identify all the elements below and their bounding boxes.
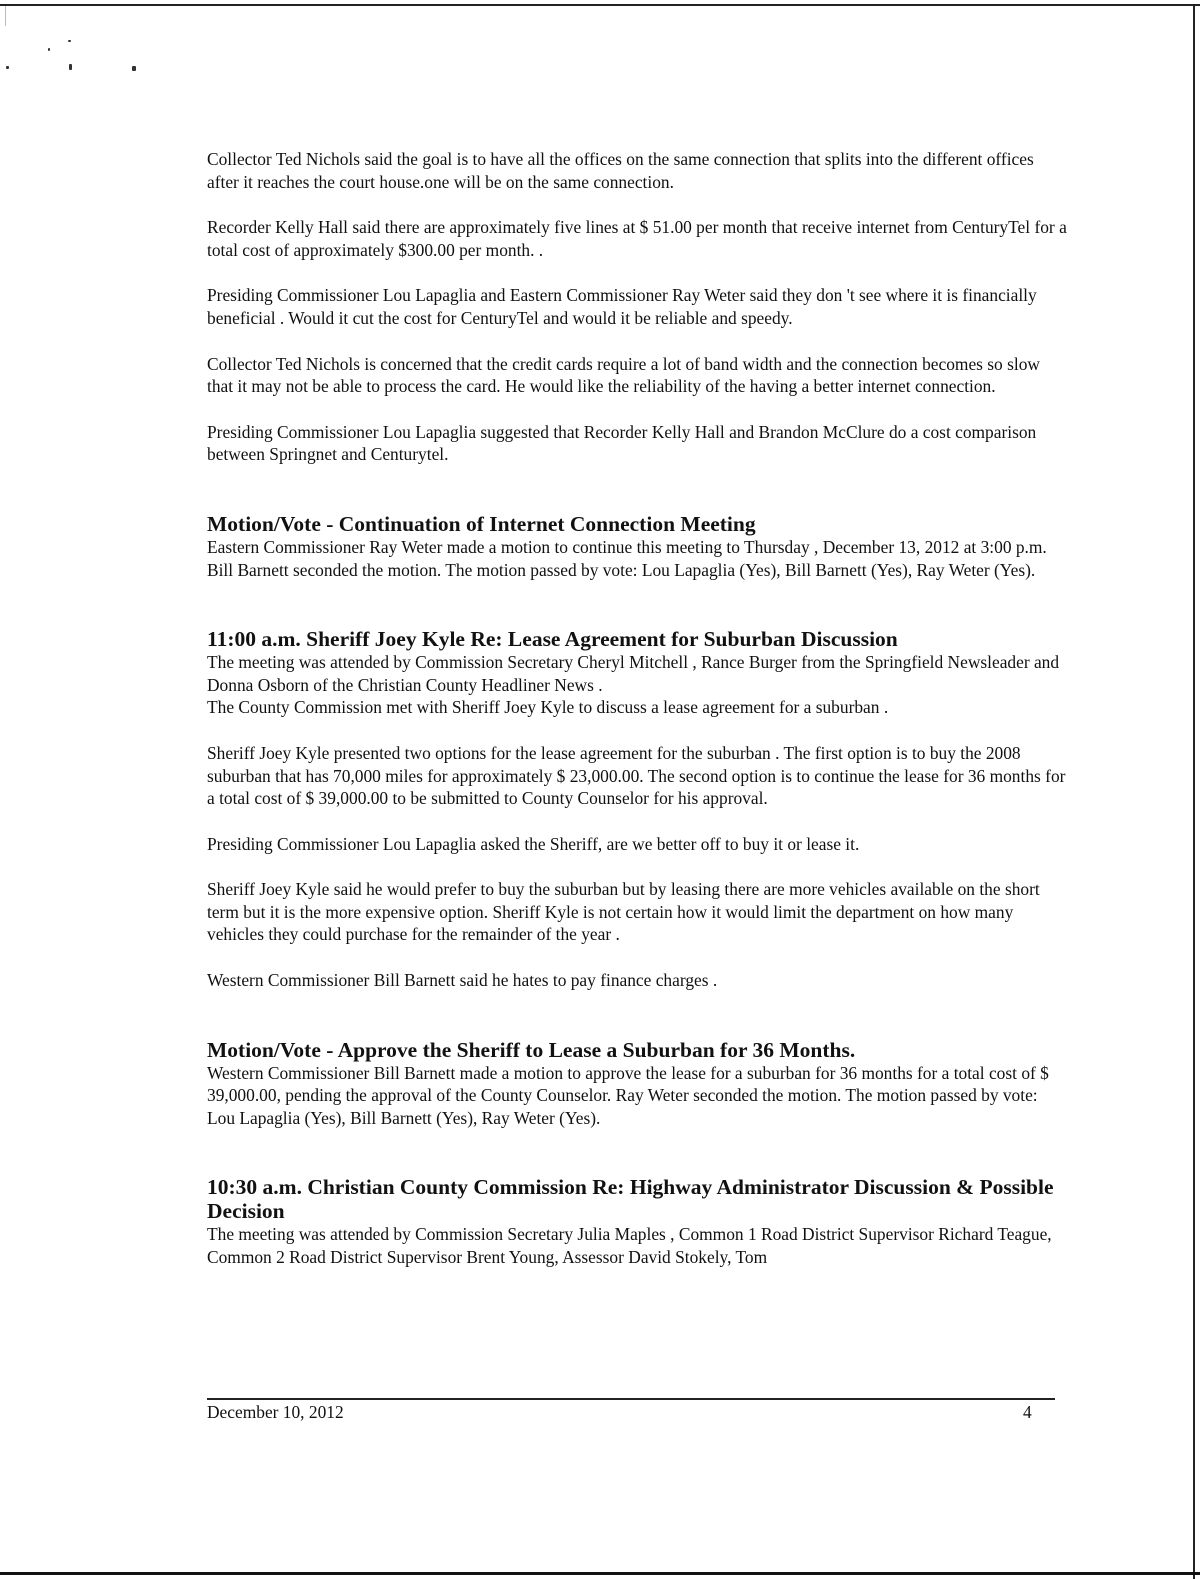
document-body xyxy=(207,148,1067,1269)
section-gap xyxy=(207,604,1067,627)
scan-border-bottom xyxy=(0,1572,1200,1575)
paragraph: The meeting was attended by Commission Secretary Julia Maples , Common 1 Road District Supervisor Richard Teague, Common 2 Road District Supervisor Brent Young, Assessor David Stokely, Tom xyxy=(207,1224,1052,1268)
section-gap xyxy=(207,1015,1067,1038)
paragraph: Western Commissioner Bill Barnett made a motion to approve the lease for a suburban for 36 months for a total cost of $ 39,000.00, pending the approval of the County Counselor. Ray Weter seconded the motion. The motion passed by vote: Lou Lapaglia (Yes), Bill Barnett (Yes), Ray Weter (Yes). xyxy=(207,1062,1049,1128)
paragraph: Presiding Commissioner Lou Lapaglia asked the Sheriff, are we better off to buy it or lease it. xyxy=(207,833,860,854)
scan-border-top xyxy=(0,4,1200,6)
paragraph: The County Commission met with Sheriff Joey Kyle to discuss a lease agreement for a suburban . xyxy=(207,697,889,718)
paragraph: Collector Ted Nichols said the goal is to have all the offices on the same connection that splits into the different offices after it reaches the court house.one will be on the same connection. xyxy=(207,149,1034,192)
scan-speck xyxy=(132,66,136,71)
paragraph: Presiding Commissioner Lou Lapaglia and Eastern Commissioner Ray Weter said they don 't see where it is financially beneficial . Would it cut the cost for CenturyTel and would it be reliable and speedy. xyxy=(207,285,1037,328)
paragraph: Eastern Commissioner Ray Weter made a motion to continue this meeting to Thursday , December 13, 2012 at 3:00 p.m. xyxy=(207,536,1047,557)
scan-speck xyxy=(69,64,72,70)
section-heading: 10:30 a.m. Christian County Commission Re: Highway Administrator Discussion & Possible Decision xyxy=(207,1175,1054,1224)
scan-speck xyxy=(48,48,50,51)
footer-rule xyxy=(207,1398,1055,1400)
scan-speck xyxy=(6,66,9,69)
paragraph: Sheriff Joey Kyle presented two options for the lease agreement for the suburban . The first option is to buy the 2008 suburban that has 70,000 miles for approximately $ 23,000.00. The second option is to continue the lease for 36 months for a total cost of $ 39,000.00 to be submitted to County Counselor for his approval. xyxy=(207,742,1066,809)
paragraph: Western Commissioner Bill Barnett said he hates to pay finance charges . xyxy=(207,970,718,991)
section-gap xyxy=(207,1152,1067,1175)
paragraph: The meeting was attended by Commission Secretary Cheryl Mitchell , Rance Burger from the Springfield Newsleader and Donna Osborn of the Christian County Headliner News . xyxy=(207,652,1060,695)
section-heading: 11:00 a.m. Sheriff Joey Kyle Re: Lease Agreement for Suburban Discussion xyxy=(207,627,898,652)
section-heading: Motion/Vote - Continuation of Internet Connection Meeting xyxy=(207,511,756,536)
section-heading: Motion/Vote - Approve the Sheriff to Lease a Suburban for 36 Months. xyxy=(207,1037,856,1062)
scan-border-right xyxy=(1193,4,1195,1579)
scan-speck xyxy=(68,40,71,42)
scan-speck xyxy=(5,6,6,26)
paragraph: Bill Barnett seconded the motion. The motion passed by vote: Lou Lapaglia (Yes), Bill Barnett (Yes), Ray Weter (Yes). xyxy=(207,559,1036,580)
paragraph: Presiding Commissioner Lou Lapaglia suggested that Recorder Kelly Hall and Brandon McClure do a cost comparison between Springnet and Centurytel. xyxy=(207,421,1037,465)
paragraph: Recorder Kelly Hall said there are approximately five lines at $ 51.00 per month that receive internet from CenturyTel for a total cost of approximately $300.00 per month. . xyxy=(207,217,1067,260)
paragraph: Sheriff Joey Kyle said he would prefer to buy the suburban but by leasing there are more vehicles available on the short term but it is the more expensive option. Sheriff Kyle is not certain how it would limit the department on how many vehicles they could purchase for the remainder of the year . xyxy=(207,879,1040,945)
section-gap xyxy=(207,489,1067,512)
footer-date: December 10, 2012 xyxy=(207,1402,344,1422)
paragraph: Collector Ted Nichols is concerned that the credit cards require a lot of band width and the connection becomes so slow that it may not be able to process the card. He would like the reliability of the having a better internet connection. xyxy=(207,353,1040,397)
page-number: 4 xyxy=(1023,1402,1032,1422)
